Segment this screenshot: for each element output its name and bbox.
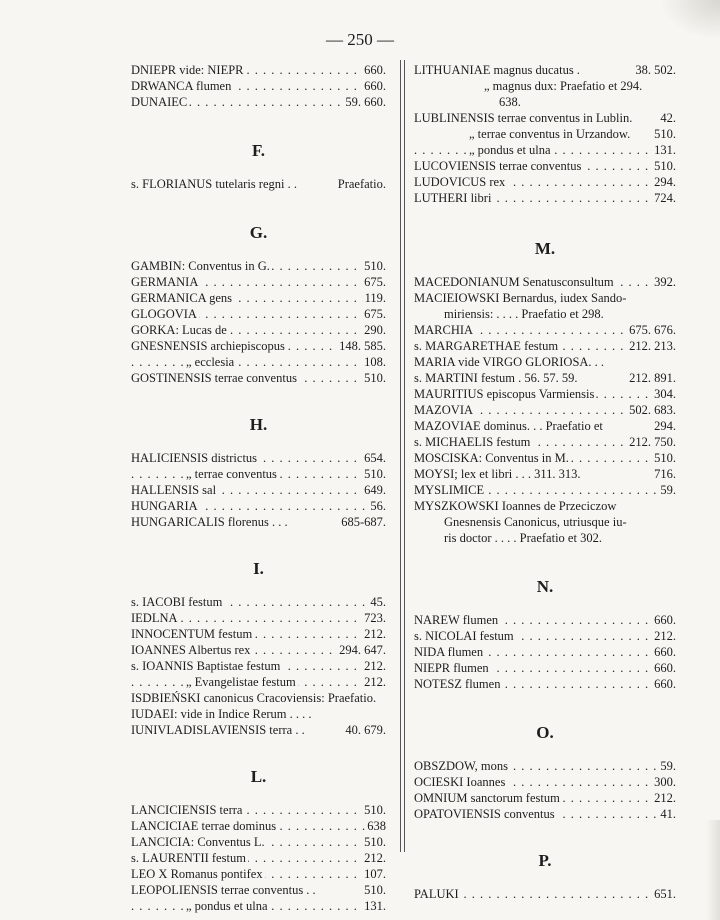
entry-page-ref: 45. [370, 595, 386, 609]
entry-page-ref: 660. [654, 613, 676, 627]
index-entry [131, 62, 386, 78]
entry-page-ref: 675. 676. [629, 323, 676, 337]
index-entry [414, 338, 676, 354]
entry-page-ref: 685-687. [341, 515, 386, 529]
entry-page-ref: 651. [654, 887, 676, 901]
index-entry [414, 62, 676, 78]
section-letter: N. [536, 577, 554, 596]
index-entry [414, 806, 676, 822]
entry-page-ref: 212. [364, 675, 386, 689]
index-entry [131, 466, 386, 482]
page-number: — 250 — [326, 30, 394, 49]
entry-page-ref: 212. 750. [629, 435, 676, 449]
entry-term: „ Evangelistae festum [186, 675, 296, 689]
index-entry [131, 94, 386, 110]
index-entry [131, 802, 386, 818]
entry-term: OBSZDOW, mons [414, 759, 508, 773]
entry-term: GERMANICA gens [131, 291, 233, 305]
index-entry [131, 354, 386, 370]
entry-page-ref: 660. [364, 79, 386, 93]
entry-page-ref: 510. [364, 803, 386, 817]
entry-term: s. IACOBI festum [131, 595, 223, 609]
index-entry [414, 612, 676, 628]
entry-page-ref: 212. [654, 791, 676, 805]
entry-term: NAREW flumen [414, 613, 499, 627]
entry-term: GOSTINENSIS terrae conventus [131, 371, 297, 385]
index-section [414, 720, 676, 822]
index-entry [414, 158, 676, 174]
index-entry [414, 386, 676, 402]
section-letter: I. [253, 559, 264, 578]
index-entry [414, 306, 676, 322]
index-entry [131, 78, 386, 94]
entry-page-ref: 212. [364, 659, 386, 673]
entry-term: MACIEIOWSKI Bernardus, iudex Sando- [414, 291, 627, 305]
entry-page-ref: 131. [654, 143, 676, 157]
entry-page-ref: 675. [364, 275, 386, 289]
entry-term: OPATOVIENSIS conventus [414, 807, 555, 821]
index-entry [414, 758, 676, 774]
index-entry [414, 190, 676, 206]
entry-term: MAURITIUS episcopus Varmiensis [414, 387, 595, 401]
index-entry [131, 882, 386, 898]
entry-term: LUCOVIENSIS terrae conventus [414, 159, 582, 173]
entry-term: HUNGARIA [131, 499, 198, 513]
index-section [131, 412, 386, 530]
entry-term: MOSCISKA: Conventus in M. [414, 451, 569, 465]
section-letter: G. [249, 223, 268, 242]
index-entry [414, 126, 676, 142]
entry-term: s. IOANNIS Baptistae festum [131, 659, 281, 673]
entry-term: HALICIENSIS districtus [131, 451, 258, 465]
index-entry [131, 370, 386, 386]
index-entry [131, 514, 386, 530]
section-letter: F. [251, 141, 266, 160]
index-entry [414, 78, 676, 94]
entry-term: LUDOVICUS rex [414, 175, 506, 189]
entry-term: DUNAIEC [131, 95, 188, 109]
index-section [131, 220, 386, 386]
entry-term: MAZOVIAE dominus. . . Praefatio et [414, 419, 603, 433]
index-entry [131, 322, 386, 338]
index-entry [414, 660, 676, 676]
index-section [131, 556, 386, 738]
entry-term: IUNIVLADISLAVIENSIS terra . . [131, 723, 305, 737]
entry-page-ref: 510. [364, 835, 386, 849]
index-section [414, 62, 676, 206]
entry-term: IOANNES Albertus rex [131, 643, 251, 657]
entry-page-ref: 131. [364, 899, 386, 913]
index-entry [131, 306, 386, 322]
index-entry [414, 290, 676, 306]
index-entry [414, 466, 676, 482]
entry-page-ref: 59. 660. [345, 95, 386, 109]
entry-term: IEDLNA [131, 611, 178, 625]
index-entry [414, 514, 676, 530]
entry-page-ref: 304. [654, 387, 676, 401]
entry-term: s. FLORIANUS tutelaris regni . . [131, 177, 297, 191]
entry-page-ref: 638 [367, 819, 386, 833]
entry-term: NIDA flumen [414, 645, 484, 659]
entry-page-ref: 294. 647. [339, 643, 386, 657]
entry-term: „ magnus dux: Praefatio et 294. [484, 79, 643, 93]
index-entry [414, 482, 676, 498]
index-entry [414, 354, 676, 370]
entry-term: DNIEPR vide: NIEPR [131, 63, 244, 77]
index-entry [131, 706, 386, 722]
entry-page-ref: 649. [364, 483, 386, 497]
entry-term: NOTESZ flumen [414, 677, 501, 691]
index-entry [414, 274, 676, 290]
index-entry [131, 690, 386, 706]
entry-term: LUTHERI libri [414, 191, 492, 205]
entry-term: „ ecclesia [186, 355, 235, 369]
index-entry [414, 142, 676, 158]
entry-page-ref: 294. [654, 419, 676, 433]
index-entry [131, 658, 386, 674]
entry-term: OCIESKI Ioannes [414, 775, 506, 789]
index-entry [131, 722, 386, 738]
entry-page-ref: 56. [370, 499, 386, 513]
section-letter: M. [534, 239, 556, 258]
entry-term: OMNIUM sanctorum festum [414, 791, 560, 805]
entry-term: miriensis: . . . . Praefatio et 298. [444, 307, 604, 321]
entry-page-ref: 502. 683. [629, 403, 676, 417]
entry-term: GAMBIN: Conventus in G. [131, 259, 270, 273]
entry-term: NIEPR flumen [414, 661, 489, 675]
entry-term: s. NICOLAI festum [414, 629, 514, 643]
section-letter: P. [538, 851, 552, 870]
section-letter: O. [536, 723, 554, 742]
entry-page-ref: 41. [660, 807, 676, 821]
entry-page-ref: Praefatio. [337, 177, 386, 191]
index-entry [131, 642, 386, 658]
entry-term: MARIA vide VIRGO GLORIOSA. . . [414, 355, 605, 369]
entry-term: s. MICHAELIS festum [414, 435, 531, 449]
index-entry [414, 644, 676, 660]
entry-term: GERMANIA [131, 275, 199, 289]
entry-page-ref: 392. [654, 275, 676, 289]
index-entry [131, 866, 386, 882]
index-entry [131, 482, 386, 498]
entry-term: GNESNENSIS archiepiscopus [131, 339, 285, 353]
section-letter: L. [250, 767, 267, 786]
entry-page-ref: 119. [364, 291, 386, 305]
entry-page-ref: 212. 213. [629, 339, 676, 353]
entry-term: GLOGOVIA [131, 307, 197, 321]
entry-term: Gnesnensis Canonicus, utriusque iu- [444, 515, 627, 529]
index-entry [414, 402, 676, 418]
entry-term: s. MARTINI festum . 56. 57. 59. [414, 371, 578, 385]
index-entry [131, 594, 386, 610]
entry-page-ref: 59. [660, 759, 676, 773]
entry-term: „ terrae conventus in Urzandow. [469, 127, 631, 141]
entry-term: MYSZKOWSKI Ioannes de Przeciczow [414, 499, 617, 513]
index-entry [414, 370, 676, 386]
entry-term: LUBLINENSIS terrae conventus in Lublin. [414, 111, 633, 125]
entry-page-ref: 510. [364, 883, 386, 897]
index-column-left [131, 62, 386, 914]
entry-term: LEOPOLIENSIS terrae conventus . . [131, 883, 316, 897]
index-entry [131, 274, 386, 290]
entry-page-ref: 42. [660, 111, 676, 125]
index-entry [131, 850, 386, 866]
entry-page-ref: 148. 585. [339, 339, 386, 353]
entry-page-ref: 716. [654, 467, 676, 481]
entry-page-ref: 40. 679. [345, 723, 386, 737]
index-entry [131, 610, 386, 626]
entry-page-ref: 290. [364, 323, 386, 337]
entry-page-ref: 212. [364, 851, 386, 865]
index-entry [131, 818, 386, 834]
section-letter: H. [249, 415, 268, 434]
entry-page-ref: 510. [654, 159, 676, 173]
entry-page-ref: 107. [364, 867, 386, 881]
index-entry [131, 450, 386, 466]
entry-term: s. MARGARETHAE festum [414, 339, 559, 353]
entry-page-ref: 510. [364, 259, 386, 273]
entry-page-ref: 510. [364, 371, 386, 385]
index-section [414, 574, 676, 692]
entry-term: PALUKI [414, 887, 459, 901]
entry-page-ref: 108. [364, 355, 386, 369]
entry-term: s. LAURENTII festum [131, 851, 246, 865]
entry-term: LANCICIENSIS terra [131, 803, 243, 817]
index-section [131, 138, 386, 192]
entry-page-ref: 724. [654, 191, 676, 205]
index-section [414, 848, 676, 902]
index-entry [414, 774, 676, 790]
entry-page-ref: 660. [654, 645, 676, 659]
entry-page-ref: 675. [364, 307, 386, 321]
entry-page-ref: 510. [654, 127, 676, 141]
entry-page-ref: 660. [654, 661, 676, 675]
index-entry [414, 886, 676, 902]
index-entry [131, 898, 386, 914]
entry-term: „ pondus et ulna [186, 899, 268, 913]
index-entry [414, 676, 676, 692]
index-entry [131, 498, 386, 514]
index-entry [414, 450, 676, 466]
index-entry [414, 322, 676, 338]
entry-term: „ pondus et ulna [469, 143, 551, 157]
index-entry [414, 434, 676, 450]
index-section [414, 236, 676, 546]
entry-page-ref: 510. [654, 451, 676, 465]
index-entry [131, 626, 386, 642]
index-entry [414, 174, 676, 190]
entry-page-ref: 723. [364, 611, 386, 625]
entry-term: LANCICIAE terrae dominus [131, 819, 277, 833]
index-entry [414, 418, 676, 434]
index-entry [131, 674, 386, 690]
entry-term: MOYSI; lex et libri . . . 311. 313. [414, 467, 581, 481]
entry-term: HALLENSIS sal [131, 483, 217, 497]
entry-page-ref: 294. [654, 175, 676, 189]
entry-term: INNOCENTUM festum [131, 627, 253, 641]
entry-term: MYSLIMICE [414, 483, 485, 497]
entry-page-ref: 59. [660, 483, 676, 497]
entry-term: MAZOVIA [414, 403, 474, 417]
entry-page-ref: 212. [654, 629, 676, 643]
entry-term: ris doctor . . . . Praefatio et 302. [444, 531, 602, 545]
index-entry [131, 176, 386, 192]
entry-term: LITHUANIAE magnus ducatus . [414, 63, 580, 77]
entry-term: LANCICIA: Conventus L. [131, 835, 265, 849]
index-entry [414, 790, 676, 806]
entry-page-ref: 654. [364, 451, 386, 465]
index-entry [131, 290, 386, 306]
entry-term: MARCHIA [414, 323, 474, 337]
entry-term: MACEDONIANUM Senatusconsultum [414, 275, 614, 289]
entry-term: LEO X Romanus pontifex [131, 867, 263, 881]
index-entry [131, 258, 386, 274]
index-entry [414, 110, 676, 126]
entry-term: „ terrae conventus [186, 467, 277, 481]
entry-page-ref: 212. [364, 627, 386, 641]
entry-term: DRWANCA flumen [131, 79, 232, 93]
index-section [131, 62, 386, 110]
column-divider [400, 60, 405, 852]
index-entry [414, 530, 676, 546]
entry-term: 638. [499, 95, 521, 109]
entry-page-ref: 300. [654, 775, 676, 789]
index-entry [414, 628, 676, 644]
entry-page-ref: 510. [364, 467, 386, 481]
index-entry [414, 94, 676, 110]
index-column-right [414, 62, 676, 902]
entry-page-ref: 212. 891. [629, 371, 676, 385]
paper-edge-shadow [706, 820, 720, 920]
entry-term: HUNGARICALIS florenus . . . [131, 515, 288, 529]
entry-term: IUDAEI: vide in Indice Rerum . . . . [131, 707, 312, 721]
entry-page-ref: 660. [654, 677, 676, 691]
entry-page-ref: 660. [364, 63, 386, 77]
entry-term: GORKA: Lucas de [131, 323, 227, 337]
index-entry [131, 338, 386, 354]
entry-term: ISDBIEŃSKI canonicus Cracoviensis: Praefatio. [131, 691, 377, 705]
index-section [131, 764, 386, 914]
index-entry [414, 498, 676, 514]
entry-page-ref: 38. 502. [635, 63, 676, 77]
index-entry [131, 834, 386, 850]
